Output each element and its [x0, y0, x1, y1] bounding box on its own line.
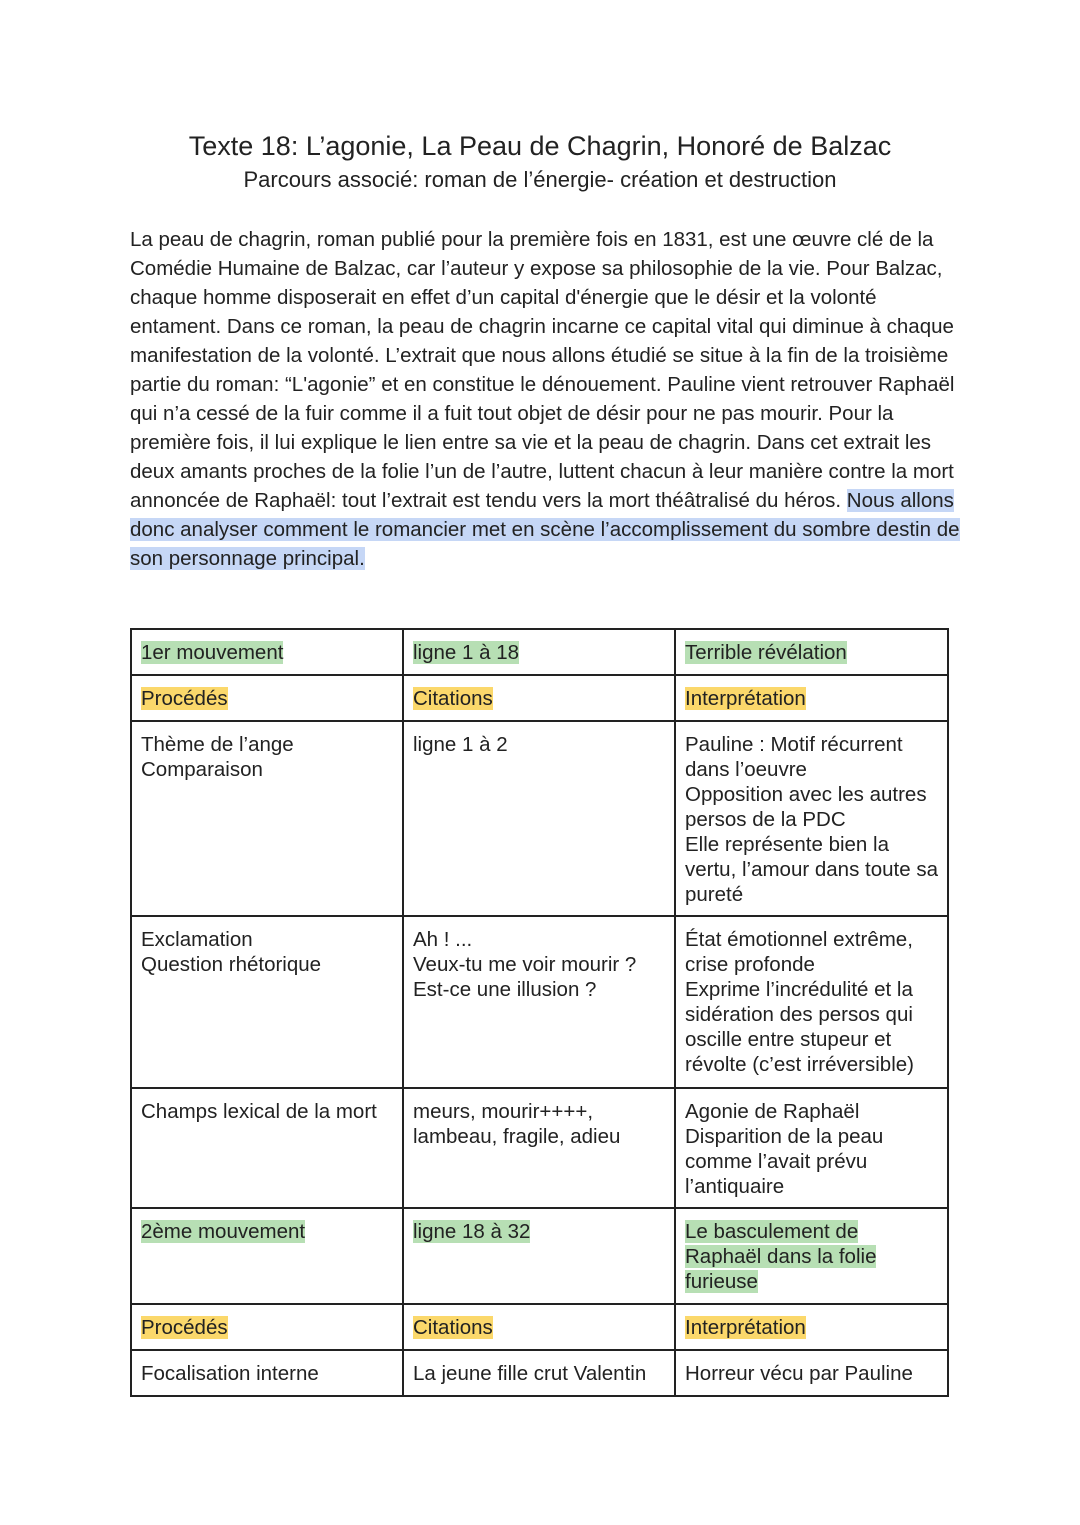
movement-lines: ligne 18 à 32: [413, 1220, 531, 1243]
movement-lines: ligne 1 à 18: [413, 641, 520, 664]
table-cell: [675, 1304, 948, 1350]
table-cell: [403, 916, 675, 1088]
procede-text: Exclamation: [141, 928, 253, 951]
interpretation-text: Elle représente bien la vertu, l’amour dans toute sa pureté: [685, 833, 938, 906]
interpretation-text: Disparition de la peau comme l’avait prévu l’antiquaire: [685, 1125, 884, 1198]
table-row: [131, 1350, 948, 1396]
table-row: [131, 1088, 948, 1208]
column-header-citations: Citations: [413, 687, 493, 710]
column-header-interpretation: Interprétation: [685, 687, 806, 710]
table-cell: [675, 721, 948, 916]
table-cell: [131, 1304, 403, 1350]
table-cell: [675, 1208, 948, 1304]
movement-title: Terrible révélation: [685, 641, 847, 664]
table-cell: [403, 629, 675, 675]
table-cell: [675, 916, 948, 1088]
introduction-text: La peau de chagrin, roman publié pour la première fois en 1831, est une œuvre clé de la Comédie Humaine de Balzac, car l’auteur y expose sa philosophie de la vie. Pour Balzac, chaque homme disposerait en effet d’un capital d'énergie que le désir et la volonté entament. Dans ce roman, la peau de chagrin incarne ce capital vital qui diminue à chaque manifestation de la volonté. L’extrait que nous allons étudié se situe à la fin de la troisième partie du roman: “L'agonie” et en constitue le dénouement. Pauline vient retrouver Raphaël qui n’a cessé de la fuir comme il a fuit tout objet de désir pour ne pas mourir. Pour la première fois, il lui explique le lien entre sa vie et la peau de chagrin. Dans cet extrait les deux amants proches de la folie l’un de l’autre, luttent chacun à leur manière contre la mort annoncée de Raphaël: tout l’extrait est tendu vers la mort théâtralisé du héros.: [130, 228, 955, 512]
table-cell: [131, 721, 403, 916]
table-cell: [131, 916, 403, 1088]
movement-label: 1er mouvement: [141, 641, 284, 664]
table-cell: [131, 1350, 403, 1396]
column-header-interpretation: Interprétation: [685, 1316, 806, 1339]
table-cell: [675, 629, 948, 675]
table-cell: [675, 1350, 948, 1396]
table-cell: [675, 675, 948, 721]
table-cell: [403, 1350, 675, 1396]
table-cell: [403, 1208, 675, 1304]
interpretation-text: État émotionnel extrême, crise profonde: [685, 928, 913, 976]
interpretation-text: Horreur vécu par Pauline: [685, 1362, 913, 1385]
procede-text: Comparaison: [141, 758, 263, 781]
interpretation-text: Exprime l’incrédulité et la sidération des persos qui oscille entre stupeur et révolte (c’est irréversible): [685, 978, 914, 1076]
table-cell: [131, 629, 403, 675]
citation-text: Est-ce une illusion ?: [413, 978, 597, 1001]
citation-text: La jeune fille crut Valentin: [413, 1362, 647, 1385]
table-cell: [403, 721, 675, 916]
table-row: [131, 721, 948, 916]
table-cell: [131, 675, 403, 721]
procede-text: Question rhétorique: [141, 953, 322, 976]
table-cell: [403, 675, 675, 721]
procede-text: Thème de l’ange: [141, 733, 294, 756]
table-cell: [403, 1088, 675, 1208]
table-cell: [675, 1088, 948, 1208]
table-cell: [403, 1304, 675, 1350]
introduction-paragraph: [130, 225, 960, 573]
table-cell: [131, 1208, 403, 1304]
citation-text: meurs, mourir++++, lambeau, fragile, adieu: [413, 1100, 621, 1148]
column-header-citations: Citations: [413, 1316, 493, 1339]
citation-text: Ah ! ...: [413, 928, 473, 951]
table-row: [131, 629, 948, 675]
citation-text: ligne 1 à 2: [413, 733, 508, 756]
column-header-procedes: Procédés: [141, 1316, 228, 1339]
column-header-procedes: Procédés: [141, 687, 228, 710]
table-row: [131, 916, 948, 1088]
interpretation-text: Pauline : Motif récurrent dans l’oeuvre: [685, 733, 903, 781]
analysis-table: [130, 628, 949, 1397]
problematic-highlight: Nous allons donc analyser comment le romancier met en scène l’accomplissement du sombre destin de son personnage principal.: [130, 489, 960, 570]
table-row: [131, 675, 948, 721]
citation-text: Veux-tu me voir mourir ?: [413, 953, 637, 976]
procede-text: Focalisation interne: [141, 1362, 319, 1385]
table-row: [131, 1208, 948, 1304]
document-subtitle: Parcours associé: roman de l’énergie- création et destruction: [243, 167, 837, 192]
interpretation-text: Opposition avec les autres persos de la PDC: [685, 783, 927, 831]
procede-text: Champs lexical de la mort: [141, 1100, 377, 1123]
interpretation-text: Agonie de Raphaël: [685, 1100, 860, 1123]
movement-label: 2ème mouvement: [141, 1220, 306, 1243]
document-title: Texte 18: L’agonie, La Peau de Chagrin, Honoré de Balzac: [188, 131, 892, 161]
table-row: [131, 1304, 948, 1350]
table-cell: [131, 1088, 403, 1208]
movement-title: Le basculement de Raphaël dans la folie furieuse: [685, 1220, 877, 1293]
